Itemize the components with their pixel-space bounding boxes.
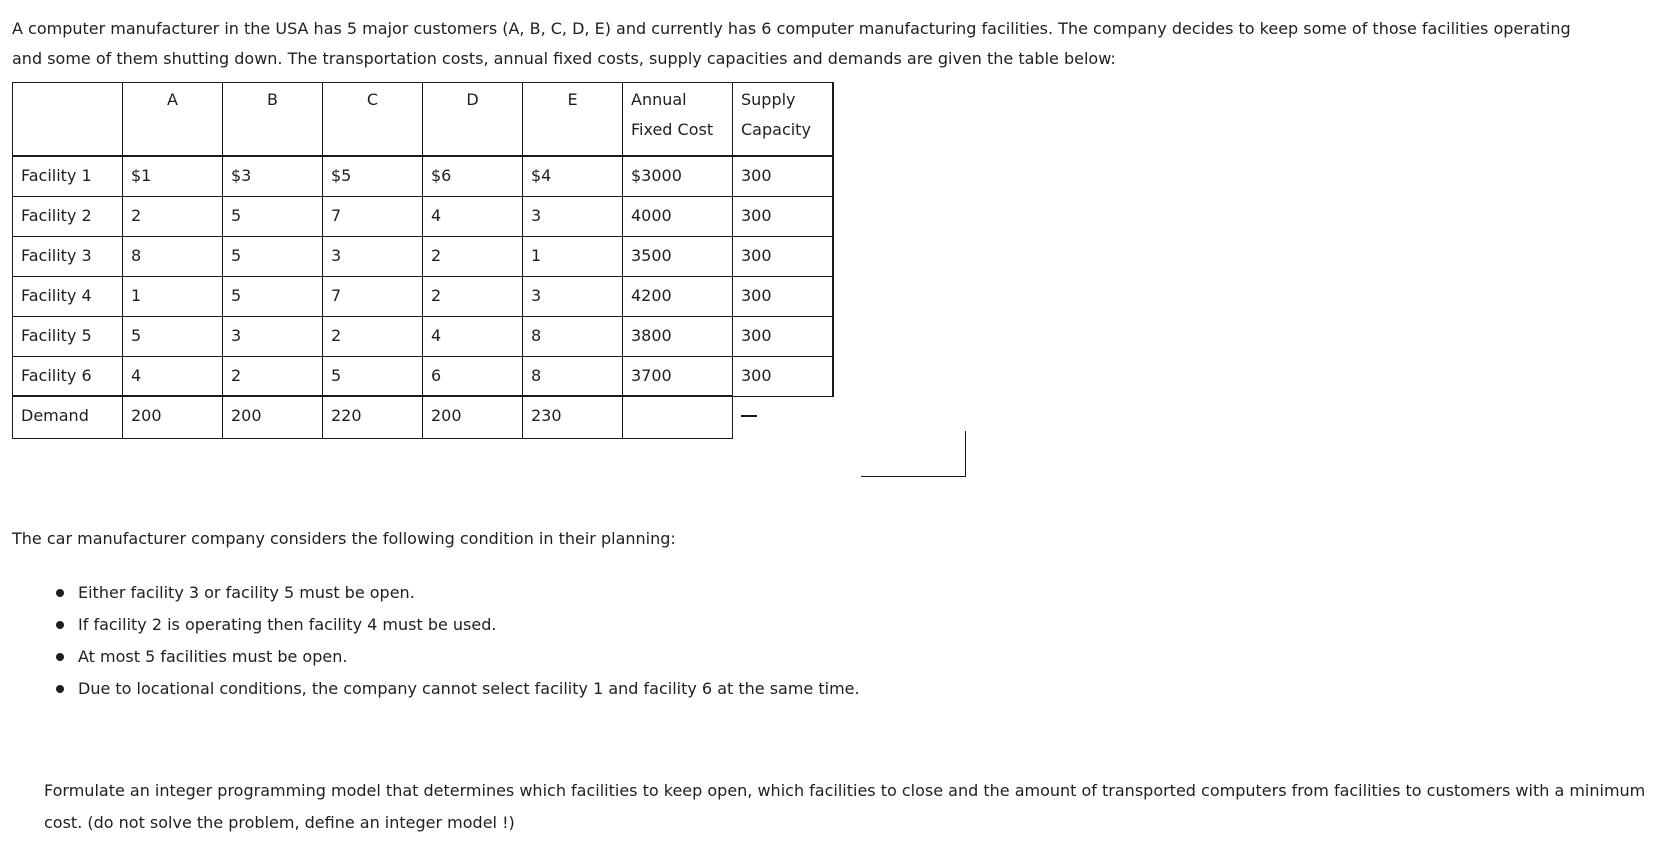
demand-dash-cell <box>733 396 833 438</box>
cost-table <box>12 82 834 439</box>
list-item <box>56 641 860 673</box>
cost-cell: 1 <box>123 276 223 316</box>
condition-text: Due to locational conditions, the company cannot select facility 1 and facility 6 at the same time. <box>78 679 860 698</box>
fixed-cost-cell: 4200 <box>623 276 733 316</box>
header-customer-e: E <box>523 83 623 157</box>
table-fragment-line <box>861 476 966 477</box>
cost-cell: 2 <box>423 236 523 276</box>
cost-cell: 4 <box>123 356 223 396</box>
table-row <box>13 156 833 196</box>
cost-cell: 3 <box>523 276 623 316</box>
cost-cell: $5 <box>323 156 423 196</box>
demand-label: Demand <box>13 396 123 438</box>
fixed-cost-cell: 3500 <box>623 236 733 276</box>
facility-name: Facility 2 <box>13 196 123 236</box>
cost-cell: 2 <box>323 316 423 356</box>
demand-cell: 220 <box>323 396 423 438</box>
header-fixed-cost-line1: Annual <box>631 90 687 109</box>
table-row <box>13 236 833 276</box>
capacity-cell: 300 <box>733 316 833 356</box>
fixed-cost-cell: 4000 <box>623 196 733 236</box>
capacity-cell: 300 <box>733 356 833 396</box>
problem-intro: A computer manufacturer in the USA has 5 major customers (A, B, C, D, E) and currently has 6 computer manufacturing facilities. The company decides to keep some of those facilities operating and some of them shutting down. The transportation costs, annual fixed costs, supply capacities and demands are given the table below: <box>12 19 1571 68</box>
cost-cell: 8 <box>523 356 623 396</box>
cost-cell: 5 <box>223 196 323 236</box>
table-header-row <box>13 83 833 157</box>
fixed-cost-cell: 3700 <box>623 356 733 396</box>
condition-text: If facility 2 is operating then facility 4 must be used. <box>78 615 497 634</box>
demand-row <box>13 396 833 438</box>
cost-cell: 6 <box>423 356 523 396</box>
table-fragment-vertical <box>965 431 966 477</box>
table-row <box>13 316 833 356</box>
cost-cell: 5 <box>323 356 423 396</box>
capacity-cell: 300 <box>733 236 833 276</box>
cost-cell: 5 <box>123 316 223 356</box>
capacity-cell: 300 <box>733 196 833 236</box>
condition-text: Either facility 3 or facility 5 must be open. <box>78 583 415 602</box>
cost-cell: 2 <box>123 196 223 236</box>
header-customer-c: C <box>323 83 423 157</box>
bullet-icon <box>56 685 64 693</box>
facility-name: Facility 1 <box>13 156 123 196</box>
header-capacity <box>733 83 833 157</box>
cost-cell: $6 <box>423 156 523 196</box>
cost-cell: 2 <box>223 356 323 396</box>
cost-cell: 8 <box>123 236 223 276</box>
cost-cell: 1 <box>523 236 623 276</box>
cost-cell: 7 <box>323 196 423 236</box>
header-capacity-line1: Supply <box>741 90 796 109</box>
facility-name: Facility 3 <box>13 236 123 276</box>
fixed-cost-cell: 3800 <box>623 316 733 356</box>
bullet-icon <box>56 621 64 629</box>
fixed-cost-cell: $3000 <box>623 156 733 196</box>
demand-empty-cell <box>623 396 733 438</box>
demand-cell: 200 <box>423 396 523 438</box>
cost-cell: 3 <box>323 236 423 276</box>
facility-name: Facility 6 <box>13 356 123 396</box>
bullet-icon <box>56 589 64 597</box>
header-capacity-line2: Capacity <box>741 120 811 139</box>
list-item <box>56 673 860 705</box>
header-fixed-cost <box>623 83 733 157</box>
capacity-cell: 300 <box>733 276 833 316</box>
task-statement: Formulate an integer programming model that determines which facilities to keep open, which facilities to close and the amount of transported computers from facilities to customers with a minimum cost. (do not solve the problem, define an integer model !) <box>44 781 1646 832</box>
demand-cell: 200 <box>223 396 323 438</box>
cost-cell: 3 <box>523 196 623 236</box>
header-customer-a: A <box>123 83 223 157</box>
cost-cell: $4 <box>523 156 623 196</box>
list-item <box>56 609 860 641</box>
list-item <box>56 577 860 609</box>
cost-cell: 4 <box>423 196 523 236</box>
demand-cell: 230 <box>523 396 623 438</box>
condition-intro: The car manufacturer company considers the following condition in their planning: <box>12 529 676 548</box>
conditions-list <box>56 577 860 705</box>
facility-name: Facility 4 <box>13 276 123 316</box>
cost-cell: 5 <box>223 276 323 316</box>
table-row <box>13 196 833 236</box>
dash-mark <box>741 415 757 417</box>
cost-cell: 4 <box>423 316 523 356</box>
header-blank-cell <box>13 83 123 157</box>
cost-cell: $1 <box>123 156 223 196</box>
demand-cell: 200 <box>123 396 223 438</box>
cost-cell: 5 <box>223 236 323 276</box>
header-fixed-cost-line2: Fixed Cost <box>631 120 714 139</box>
table-row <box>13 356 833 396</box>
cost-cell: 3 <box>223 316 323 356</box>
facility-name: Facility 5 <box>13 316 123 356</box>
bullet-icon <box>56 653 64 661</box>
header-customer-b: B <box>223 83 323 157</box>
table-row <box>13 276 833 316</box>
capacity-cell: 300 <box>733 156 833 196</box>
cost-cell: 8 <box>523 316 623 356</box>
cost-cell: $3 <box>223 156 323 196</box>
condition-text: At most 5 facilities must be open. <box>78 647 348 666</box>
header-customer-d: D <box>423 83 523 157</box>
cost-cell: 2 <box>423 276 523 316</box>
cost-cell: 7 <box>323 276 423 316</box>
